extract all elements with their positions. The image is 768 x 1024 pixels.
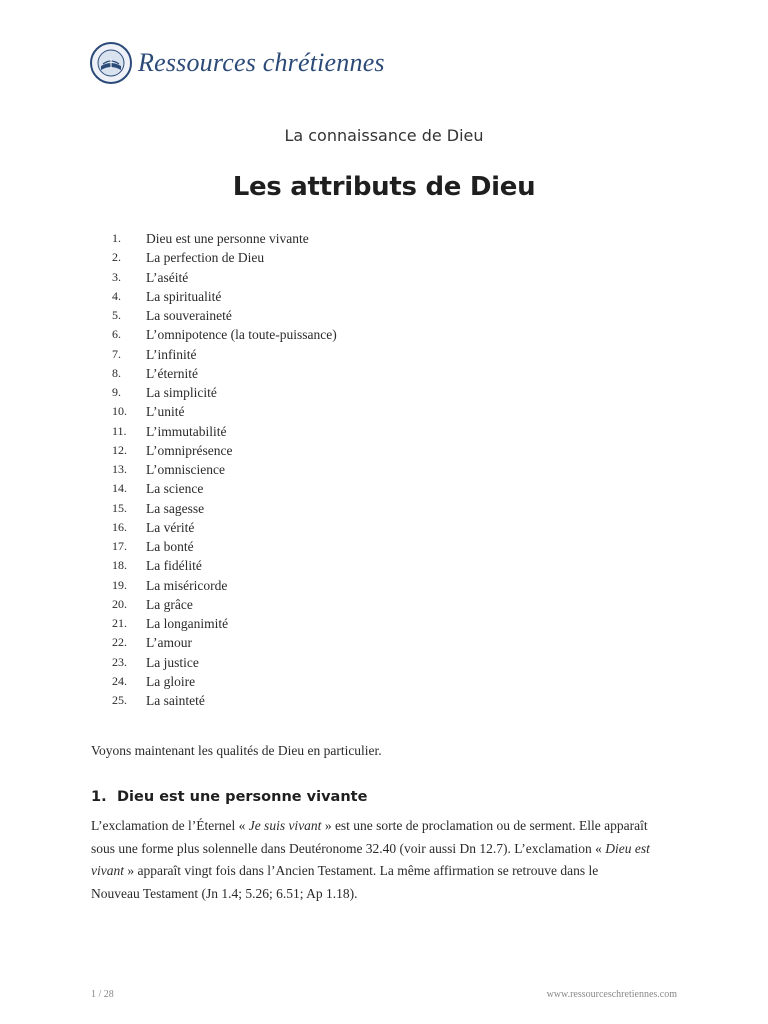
toc-label: L’omniscience bbox=[146, 462, 225, 477]
toc-label: L’unité bbox=[146, 404, 185, 420]
toc-label: La vérité bbox=[146, 519, 195, 535]
toc-item bbox=[112, 499, 337, 518]
toc-number: 1. bbox=[112, 231, 121, 245]
document-subtitle: La connaissance de Dieu bbox=[284, 126, 484, 145]
toc-label: L’omnipotence (la toute-puissance) bbox=[146, 327, 337, 343]
toc-number: 21. bbox=[112, 616, 127, 630]
book-globe-logo-icon bbox=[90, 42, 132, 84]
toc-number: 16. bbox=[112, 519, 127, 534]
toc-number: 17. bbox=[112, 539, 127, 553]
toc-item bbox=[112, 614, 337, 633]
toc-item bbox=[112, 576, 337, 595]
toc-number: 12. bbox=[112, 442, 127, 457]
logo-text: Ressources chrétiennes bbox=[138, 48, 385, 77]
toc-number: 7. bbox=[112, 346, 121, 361]
toc-number: 14. bbox=[112, 481, 127, 496]
toc-item bbox=[112, 287, 337, 306]
toc-item bbox=[112, 672, 337, 691]
toc-number: 25. bbox=[112, 693, 127, 707]
toc-item bbox=[112, 441, 337, 460]
toc-label: Dieu est une personne vivante bbox=[146, 231, 309, 246]
text-run: Nouveau Testament (Jn 1.4; 5.26; 6.51; Ap 1.18). bbox=[91, 885, 358, 901]
toc-label: La sainteté bbox=[146, 693, 205, 708]
toc-number: 5. bbox=[112, 308, 121, 322]
toc-item bbox=[112, 345, 337, 364]
toc-label: La simplicité bbox=[146, 385, 217, 400]
toc-item bbox=[112, 229, 337, 248]
toc-number: 9. bbox=[112, 385, 121, 399]
intro-paragraph: Voyons maintenant les qualités de Dieu en particulier. bbox=[91, 743, 382, 758]
toc-label: L’immutabilité bbox=[146, 423, 227, 439]
table-of-contents bbox=[112, 229, 337, 710]
quote-text: Je suis vivant bbox=[248, 818, 322, 833]
toc-number: 18. bbox=[112, 558, 127, 573]
text-run: L’exclamation de l’Éternel « bbox=[91, 818, 249, 833]
toc-item bbox=[112, 518, 337, 537]
toc-item bbox=[112, 402, 337, 421]
toc-label: La perfection de Dieu bbox=[146, 250, 265, 266]
toc-label: La science bbox=[146, 481, 204, 497]
toc-item bbox=[112, 595, 337, 614]
toc-label: L’éternité bbox=[146, 365, 198, 381]
toc-item bbox=[112, 653, 337, 672]
toc-number: 11. bbox=[112, 423, 127, 438]
toc-number: 2. bbox=[112, 250, 121, 265]
quote-text: vivant bbox=[91, 863, 124, 878]
section-number: 1. bbox=[91, 789, 107, 805]
page-number: 1 / 28 bbox=[91, 989, 114, 1000]
toc-label: L’amour bbox=[146, 635, 192, 651]
toc-number: 23. bbox=[112, 654, 127, 669]
footer-url[interactable]: www.ressourceschretiennes.com bbox=[546, 989, 677, 1000]
toc-number: 6. bbox=[112, 327, 121, 342]
toc-number: 19. bbox=[112, 577, 127, 592]
toc-number: 13. bbox=[112, 462, 127, 476]
toc-label: La miséricorde bbox=[146, 577, 228, 593]
toc-label: La justice bbox=[146, 654, 199, 670]
toc-item bbox=[112, 633, 337, 652]
toc-number: 3. bbox=[112, 269, 121, 284]
toc-label: La souveraineté bbox=[146, 308, 232, 323]
toc-item bbox=[112, 248, 337, 267]
toc-item bbox=[112, 306, 337, 325]
toc-number: 4. bbox=[112, 288, 121, 303]
section-heading bbox=[91, 789, 367, 805]
toc-label: La bonté bbox=[146, 539, 194, 554]
toc-number: 15. bbox=[112, 500, 127, 515]
toc-label: L’aséité bbox=[146, 269, 189, 285]
toc-label: La gloire bbox=[146, 673, 196, 689]
body-paragraph bbox=[91, 815, 681, 905]
toc-number: 20. bbox=[112, 596, 127, 611]
document-title: Les attributs de Dieu bbox=[232, 172, 536, 202]
text-run: » est une sorte de proclamation ou de serment. Elle apparaît bbox=[321, 818, 648, 833]
toc-item bbox=[112, 325, 337, 344]
toc-label: La fidélité bbox=[146, 558, 202, 574]
toc-label: La longanimité bbox=[146, 616, 229, 631]
toc-item bbox=[112, 268, 337, 287]
quote-text: Dieu est bbox=[605, 840, 650, 856]
text-run: » apparaît vingt fois dans l’Ancien Testament. La même affirmation se retrouve dans le bbox=[124, 863, 599, 878]
toc-label: L’infinité bbox=[146, 346, 197, 362]
toc-item bbox=[112, 691, 337, 710]
text-run: sous une forme plus solennelle dans Deutéronome 32.40 (voir aussi Dn 12.7). L’exclamation « bbox=[91, 840, 606, 856]
toc-number: 8. bbox=[112, 365, 121, 380]
toc-number: 22. bbox=[112, 635, 127, 650]
toc-label: La spiritualité bbox=[146, 288, 222, 304]
toc-item bbox=[112, 460, 337, 479]
site-logo[interactable] bbox=[90, 42, 385, 84]
toc-item bbox=[112, 364, 337, 383]
toc-label: La grâce bbox=[146, 596, 193, 612]
section-title: Dieu est une personne vivante bbox=[117, 789, 368, 805]
toc-item bbox=[112, 383, 337, 402]
toc-number: 24. bbox=[112, 673, 127, 688]
toc-label: La sagesse bbox=[146, 500, 205, 516]
toc-number: 10. bbox=[112, 404, 127, 419]
toc-item bbox=[112, 537, 337, 556]
toc-item bbox=[112, 556, 337, 575]
toc-item bbox=[112, 479, 337, 498]
toc-item bbox=[112, 422, 337, 441]
toc-label: L’omniprésence bbox=[146, 442, 233, 458]
